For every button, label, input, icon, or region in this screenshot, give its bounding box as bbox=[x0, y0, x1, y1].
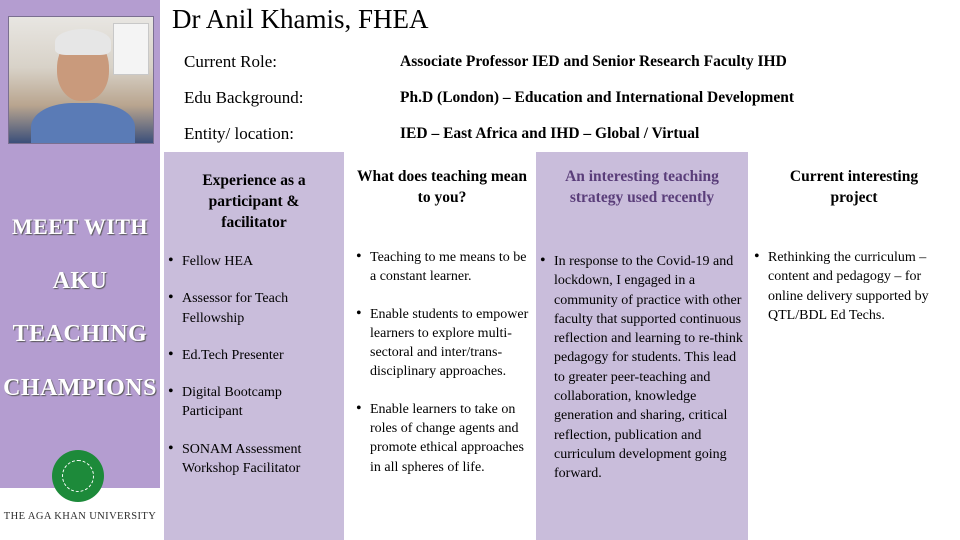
page-title: Dr Anil Khamis, FHEA bbox=[172, 4, 429, 34]
info-label-role: Current Role: bbox=[184, 52, 278, 71]
column-heading-teaching: What does teaching mean to you? bbox=[356, 168, 528, 206]
info-value-entity: IED – East Africa and IHD – Global / Virtual bbox=[400, 125, 700, 142]
meet-line-2: AKU bbox=[52, 268, 108, 294]
list-item: • In response to the Covid-19 and lockdown, I engaged in a community of practice with other faculty that supported continuous reflection and learning to re-think pedagogy for students. This lead to greater peer-teaching and collaboration, knowledge generation and sharing, critical reflection, publication and curriculum development going forward. bbox=[540, 252, 744, 484]
list-item: • Rethinking the curriculum – content and pedagogy – for online delivery supported by QTL/BDL Ed Techs. bbox=[754, 248, 954, 325]
aku-seal-logo bbox=[52, 450, 104, 502]
column-heading-strategy: An interesting teaching strategy used recently bbox=[565, 168, 719, 206]
column-heading-project: Current interesting project bbox=[789, 168, 919, 206]
profile-photo bbox=[8, 16, 154, 144]
experience-list bbox=[168, 252, 340, 478]
column-heading-experience: Experience as a participant & facilitator bbox=[202, 172, 306, 231]
list-item: • Assessor for Teach Fellowship bbox=[168, 289, 340, 328]
list-item: • Enable learners to take on roles of change agents and promote ethical approaches in all spheres of life. bbox=[356, 400, 534, 477]
list-item: • SONAM Assessment Workshop Facilitator bbox=[168, 440, 340, 479]
list-item: • Teaching to me means to be a constant learner. bbox=[356, 248, 534, 287]
strategy-list bbox=[540, 252, 744, 484]
teaching-list bbox=[356, 248, 534, 477]
list-item: • Ed.Tech Presenter bbox=[168, 346, 340, 365]
meet-line-1: MEET WITH bbox=[11, 214, 149, 239]
list-item: • Digital Bootcamp Participant bbox=[168, 383, 340, 422]
info-value-education: Ph.D (London) – Education and International Development bbox=[400, 89, 795, 106]
info-value-role: Associate Professor IED and Senior Research Faculty IHD bbox=[400, 53, 787, 70]
logo-text: THE AGA KHAN UNIVERSITY bbox=[3, 511, 157, 522]
info-label-education: Edu Background: bbox=[184, 88, 304, 107]
meet-line-4: CHAMPIONS bbox=[3, 375, 157, 401]
info-label-entity: Entity/ location: bbox=[184, 124, 295, 143]
project-list bbox=[754, 248, 954, 325]
list-item: • Enable students to empower learners to explore multi-sectoral and inter/trans-disciplinary approaches. bbox=[356, 305, 534, 382]
list-item: • Fellow HEA bbox=[168, 252, 340, 271]
meet-line-3: TEACHING bbox=[12, 321, 148, 347]
